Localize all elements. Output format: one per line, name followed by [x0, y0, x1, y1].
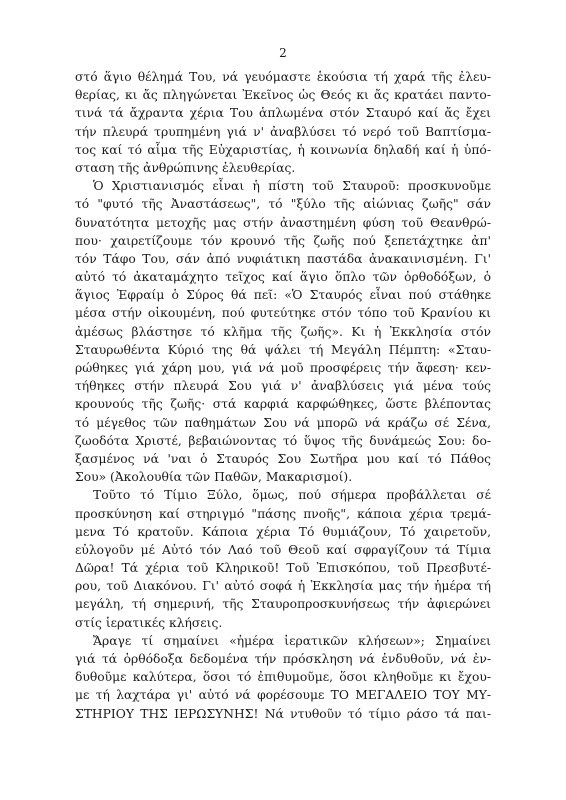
text-line: δυθοῦμε καλύτερα, ὅσοι τό ἐπιθυμοῦμε, ὅσοι κληθοῦμε κι ἔχου-: [75, 670, 491, 685]
text-line: Δῶρα! Τά χέρια τοῦ Κληρικοῦ! Τοῦ Ἐπισκόπου, τοῦ Πρεσβυτέ-: [75, 561, 491, 576]
text-line: μενα Τό κρατοῦν. Κάποια χέρια Τό θυμιάζουν, Τό χαιρετοῦν,: [75, 524, 491, 539]
text-line: τος καί τό αἷμα τῆς Εὐχαριστίας, ἡ κοινωνία δηλαδή καί ἡ ὑπό-: [75, 142, 491, 157]
text-line: ἀμέσως βλάστησε τό κλῆμα τῆς ζωῆς». Κι ἡ Ἐκκλησία στόν: [75, 324, 491, 339]
text-line: στό ἅγιο θέλημά Του, νά γευόμαστε ἑκούσια τή χαρά τῆς ἐλευ-: [75, 70, 491, 84]
text-line: ξασμένος νά 'ναι ὁ Σταυρός Σου Σωτῆρα μου καί τό Πάθος: [75, 451, 491, 466]
text-line: προσκύνηση καί στηριγμό "πάσης πνοῆς", κάποια χέρια τρεμά-: [75, 506, 491, 521]
text-line: εὐλογοῦν μέ Αὐτό τόν Λαό τοῦ Θεοῦ καί σφραγίζουν τά Τίμια: [75, 542, 491, 557]
text-line: ἅγιος Ἐφραίμ ὁ Σύρος θά πεῖ: «Ὁ Σταυρός εἶναι πού στάθηκε: [75, 288, 491, 303]
text-line: γιά τά ὀρθόδοξα δεδομένα τήν πρόσκληση νά ἐνδυθοῦν, νά ἐν-: [75, 652, 491, 666]
text-line: τινά τά ἄχραντα χέρια Του ἁπλωμένα στόν Σταυρό καί ἄς ἔχει: [75, 106, 491, 121]
body-text: [75, 68, 491, 723]
text-line: τό "φυτό τῆς Ἀναστάσεως", τό "ξύλο τῆς αἰώνιας ζωῆς" σάν: [75, 197, 491, 212]
text-line: μεγάλη, τή σημερινή, τῆς Σταυροπροσκυνήσεως τήν ἀφιερώνει: [75, 597, 491, 612]
text-line: στίς ἱερατικές κλήσεις.: [75, 615, 223, 630]
text-line: ρώθηκες γιά χάρη μου, γιά νά μοῦ προσφέρεις τήν ἄφεση· κεν-: [75, 361, 491, 375]
text-line: θερίας, κι ἄς πληγώνεται Ἐκεῖνος ὡς Θεός κι ἄς κρατάει παντο-: [75, 88, 491, 103]
text-line: Ὁ Χριστιανισμός εἶναι ἡ πίστη τοῦ Σταυροῦ: προσκυνοῦμε: [93, 179, 491, 194]
text-line: σταση τῆς ἀνθρώπινης ἐλευθερίας.: [75, 160, 296, 175]
text-line: με τή λαχτάρα γι' αὐτό νά φορέσουμε ΤΟ ΜΕΓΑΛΕΙΟ ΤΟΥ ΜΥ-: [75, 688, 491, 703]
text-line: ζωοδότα Χριστέ, βεβαιώνοντας τό ὕψος τῆς δυνάμεώς Σου: δο-: [75, 433, 491, 448]
text-line: Τοῦτο τό Τίμιο Ξύλο, ὅμως, πού σήμερα προβάλλεται σέ: [93, 488, 491, 503]
text-line: Ἄραγε τί σημαίνει «ἡμέρα ἱερατικῶν κλήσεων»; Σημαίνει: [93, 633, 491, 648]
text-line: ρου, τοῦ Διακόνου. Γι' αὐτό σοφά ἡ Ἐκκλησία μας τήν ἡμέρα τή: [75, 579, 491, 594]
text-line: τήθηκες στήν πλευρά Σου γιά ν' ἀναβλύσεις γιά μένα τούς: [75, 379, 491, 394]
text-line: αὐτό τό ἀκαταμάχητο τεῖχος καί ἅγιο ὅπλο τῶν ὀρθοδόξων, ὁ: [75, 270, 491, 285]
text-line: κρουνούς τῆς ζωῆς· στά καρφιά καρφώθηκες, ὥστε βλέποντας: [75, 397, 491, 412]
text-line: Σου» (Ἀκολουθία τῶν Παθῶν, Μακαρισμοί).: [75, 470, 353, 485]
text-line: μέσα στήν οἰκουμένη, πού φυτεύτηκε στόν τόπο τοῦ Κρανίου κι: [75, 306, 491, 321]
text-line: τό μέγεθος τῶν παθημάτων Σου νά μπορῶ νά κράζω σέ Σένα,: [75, 415, 491, 430]
text-line: δυνατότητα μετοχῆς μας στήν ἀναστημένη φύση τοῦ Θεανθρώ-: [75, 215, 491, 230]
text-line: που· χαιρετίζουμε τόν κρουνό τῆς ζωῆς πού ξεπετάχτηκε ἀπ': [75, 233, 491, 248]
page-number: 2: [279, 46, 287, 60]
text-line: Σταυρωθέντα Κύριό της θά ψάλει τή Μεγάλη Πέμπτη: «Σταυ-: [75, 342, 491, 357]
text-line: τήν πλευρά τρυπημένη γιά ν' ἀναβλύσει τό νερό τοῦ Βαπτίσμα-: [75, 124, 491, 139]
text-line: ΣΤΗΡΙΟΥ ΤΗΣ ΙΕΡΩΣΥΝΗΣ! Νά ντυθοῦν τό τίμιο ράσο τά παι-: [75, 706, 491, 721]
text-line: τόν Τάφο Του, σάν ἀπό νυφιάτικη παστάδα ἀνακαινισμένη. Γι': [75, 251, 491, 266]
